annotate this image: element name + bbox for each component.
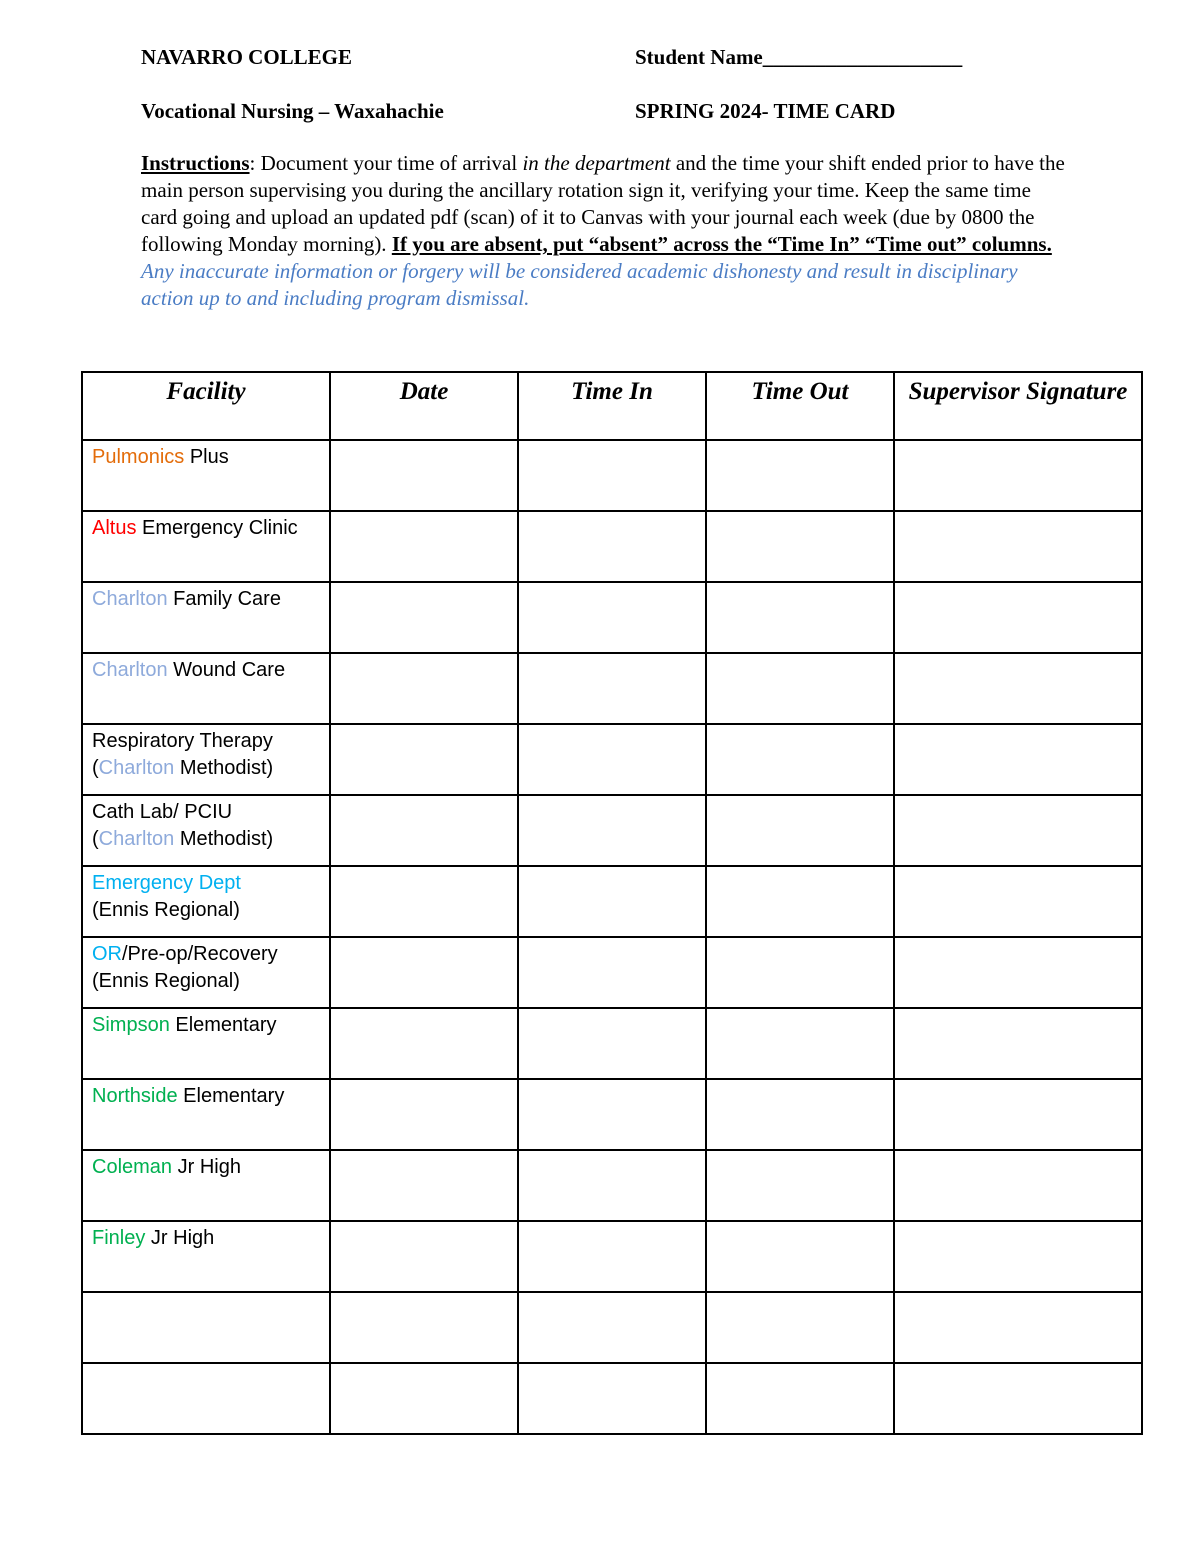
facility-name — [83, 1364, 329, 1367]
date-cell[interactable] — [330, 1363, 518, 1434]
facility-cell — [82, 1008, 330, 1079]
supervisor-signature-cell[interactable] — [894, 582, 1142, 653]
supervisor-signature-cell[interactable] — [894, 866, 1142, 937]
table-row — [82, 1221, 1142, 1292]
header-date: Date — [330, 372, 518, 440]
date-cell[interactable] — [330, 511, 518, 582]
facility-name — [83, 1009, 329, 1039]
time-out-cell[interactable] — [706, 1008, 894, 1079]
facility-cell — [82, 653, 330, 724]
facility-name-highlight: OR — [92, 943, 122, 965]
time-in-cell[interactable] — [518, 937, 706, 1008]
time-out-cell[interactable] — [706, 795, 894, 866]
facility-name — [83, 1222, 329, 1252]
instructions-block — [141, 150, 1071, 312]
facility-name-text: Plus — [184, 446, 229, 468]
supervisor-signature-cell[interactable] — [894, 1221, 1142, 1292]
supervisor-signature-cell[interactable] — [894, 795, 1142, 866]
time-out-cell[interactable] — [706, 724, 894, 795]
facility-location-highlight: Charlton — [98, 757, 175, 779]
time-out-cell[interactable] — [706, 1079, 894, 1150]
date-cell[interactable] — [330, 1079, 518, 1150]
facility-name-text: Cath Lab/ PCIU — [92, 801, 233, 823]
facility-cell — [82, 1221, 330, 1292]
date-cell[interactable] — [330, 724, 518, 795]
facility-name — [83, 1151, 329, 1181]
time-in-cell[interactable] — [518, 1292, 706, 1363]
supervisor-signature-cell[interactable] — [894, 1079, 1142, 1150]
facility-cell — [82, 1150, 330, 1221]
supervisor-signature-cell[interactable] — [894, 724, 1142, 795]
table-row — [82, 937, 1142, 1008]
facility-name — [83, 654, 329, 684]
facility-name-highlight: Charlton — [92, 659, 168, 681]
instructions-text-italic: in the department — [522, 151, 671, 175]
facility-name-text: Jr High — [172, 1156, 241, 1178]
facility-name — [83, 1293, 329, 1296]
facility-location-text: Methodist) — [174, 757, 274, 779]
facility-name-text: Wound Care — [167, 659, 286, 681]
table-row — [82, 866, 1142, 937]
facility-name — [83, 867, 329, 924]
time-out-cell[interactable] — [706, 866, 894, 937]
facility-location-text: Methodist) — [174, 828, 274, 850]
supervisor-signature-cell[interactable] — [894, 440, 1142, 511]
facility-name — [83, 512, 329, 542]
table-row — [82, 1150, 1142, 1221]
table-row — [82, 1363, 1142, 1434]
date-cell[interactable] — [330, 440, 518, 511]
table-row — [82, 795, 1142, 866]
facility-location-highlight: Charlton — [98, 828, 175, 850]
facility-location-text: (Ennis Regional) — [92, 970, 240, 992]
time-out-cell[interactable] — [706, 440, 894, 511]
time-in-cell[interactable] — [518, 1221, 706, 1292]
facility-name-text: Jr High — [145, 1227, 215, 1249]
facility-location-text: (Ennis Regional) — [92, 899, 240, 921]
date-cell[interactable] — [330, 1008, 518, 1079]
facility-cell — [82, 937, 330, 1008]
facility-name-text: Family Care — [167, 588, 281, 610]
date-cell[interactable] — [330, 582, 518, 653]
supervisor-signature-cell[interactable] — [894, 1363, 1142, 1434]
table-row — [82, 440, 1142, 511]
facility-cell — [82, 795, 330, 866]
supervisor-signature-cell[interactable] — [894, 1150, 1142, 1221]
time-out-cell[interactable] — [706, 511, 894, 582]
program-name: Vocational Nursing – Waxahachie — [141, 99, 444, 123]
table-row — [82, 1008, 1142, 1079]
facility-name-text: /Pre-op/Recovery — [122, 943, 278, 965]
time-out-cell[interactable] — [706, 1221, 894, 1292]
term-title: SPRING 2024- TIME CARD — [635, 99, 896, 123]
facility-name-highlight: Northside — [92, 1085, 178, 1107]
time-out-cell[interactable] — [706, 1363, 894, 1434]
facility-name-highlight: Pulmonics — [92, 446, 185, 468]
time-in-cell[interactable] — [518, 511, 706, 582]
header-supervisor-signature: Supervisor Signature — [894, 372, 1142, 440]
time-in-cell[interactable] — [518, 1079, 706, 1150]
instructions-text-2: and the time your shift ended prior to have the main person supervising you during the ancillary rotation sign it, verifying your time. Keep the same time card going and upload an updated pdf (scan) of it to Canvas with your journal each week (due by 0800 the following Monday morning). — [141, 151, 1065, 256]
facility-cell — [82, 724, 330, 795]
facility-cell — [82, 1292, 330, 1363]
time-out-cell[interactable] — [706, 1292, 894, 1363]
facility-name-highlight: Altus — [92, 517, 137, 539]
facility-name — [83, 796, 329, 853]
facility-name-highlight: Finley — [92, 1227, 146, 1249]
header-facility: Facility — [82, 372, 330, 440]
college-name: NAVARRO COLLEGE — [141, 45, 353, 69]
time-in-cell[interactable] — [518, 866, 706, 937]
time-in-cell[interactable] — [518, 653, 706, 724]
time-out-cell[interactable] — [706, 582, 894, 653]
facility-name — [83, 583, 329, 613]
student-name-field: Student Name___________________ — [635, 45, 963, 69]
facility-name-highlight: Coleman — [92, 1156, 173, 1178]
time-in-cell[interactable] — [518, 440, 706, 511]
table-row — [82, 1079, 1142, 1150]
time-in-cell[interactable] — [518, 582, 706, 653]
time-in-cell[interactable] — [518, 724, 706, 795]
facility-name — [83, 725, 329, 782]
facility-location-text: ( — [92, 757, 99, 779]
table-row — [82, 511, 1142, 582]
header-time-in: Time In — [518, 372, 706, 440]
supervisor-signature-cell[interactable] — [894, 937, 1142, 1008]
time-in-cell[interactable] — [518, 1363, 706, 1434]
table-row — [82, 582, 1142, 653]
absent-note: If you are absent, put “absent” across the “Time In” “Time out” columns. — [391, 232, 1052, 256]
date-cell[interactable] — [330, 866, 518, 937]
time-card-table — [81, 371, 1143, 1435]
supervisor-signature-cell[interactable] — [894, 1008, 1142, 1079]
facility-cell — [82, 440, 330, 511]
facility-name-text: Elementary — [169, 1014, 277, 1036]
facility-cell — [82, 866, 330, 937]
date-cell[interactable] — [330, 1292, 518, 1363]
instructions-text-1: : Document your time of arrival — [249, 151, 523, 175]
facility-name — [83, 441, 329, 471]
facility-name — [83, 938, 329, 995]
facility-name-text: Elementary — [177, 1085, 285, 1107]
facility-cell — [82, 1079, 330, 1150]
time-out-cell[interactable] — [706, 1150, 894, 1221]
facility-cell — [82, 1363, 330, 1434]
date-cell[interactable] — [330, 1150, 518, 1221]
time-out-cell[interactable] — [706, 653, 894, 724]
instructions-label: Instructions — [141, 151, 250, 175]
supervisor-signature-cell[interactable] — [894, 1292, 1142, 1363]
facility-name-highlight: Charlton — [92, 588, 168, 610]
time-out-cell[interactable] — [706, 937, 894, 1008]
facility-location-text: ( — [92, 828, 99, 850]
supervisor-signature-cell[interactable] — [894, 511, 1142, 582]
facility-name-highlight: Emergency Dept — [92, 872, 241, 894]
table-body — [82, 440, 1142, 1434]
supervisor-signature-cell[interactable] — [894, 653, 1142, 724]
time-in-cell[interactable] — [518, 1008, 706, 1079]
date-cell[interactable] — [330, 653, 518, 724]
header-time-out: Time Out — [706, 372, 894, 440]
table-row — [82, 653, 1142, 724]
date-cell[interactable] — [330, 937, 518, 1008]
dishonesty-warning: Any inaccurate information or forgery will be considered academic dishonesty and result in disciplinary action up to and including program dismissal. — [141, 259, 1018, 310]
facility-cell — [82, 582, 330, 653]
table-row — [82, 1292, 1142, 1363]
facility-name — [83, 1080, 329, 1110]
table-header-row — [82, 372, 1142, 440]
facility-name-text: Respiratory Therapy — [92, 730, 273, 752]
facility-name-highlight: Simpson — [92, 1014, 170, 1036]
facility-cell — [82, 511, 330, 582]
date-cell[interactable] — [330, 795, 518, 866]
table-row — [82, 724, 1142, 795]
facility-name-text: Emergency Clinic — [136, 517, 298, 539]
date-cell[interactable] — [330, 1221, 518, 1292]
time-in-cell[interactable] — [518, 795, 706, 866]
time-in-cell[interactable] — [518, 1150, 706, 1221]
